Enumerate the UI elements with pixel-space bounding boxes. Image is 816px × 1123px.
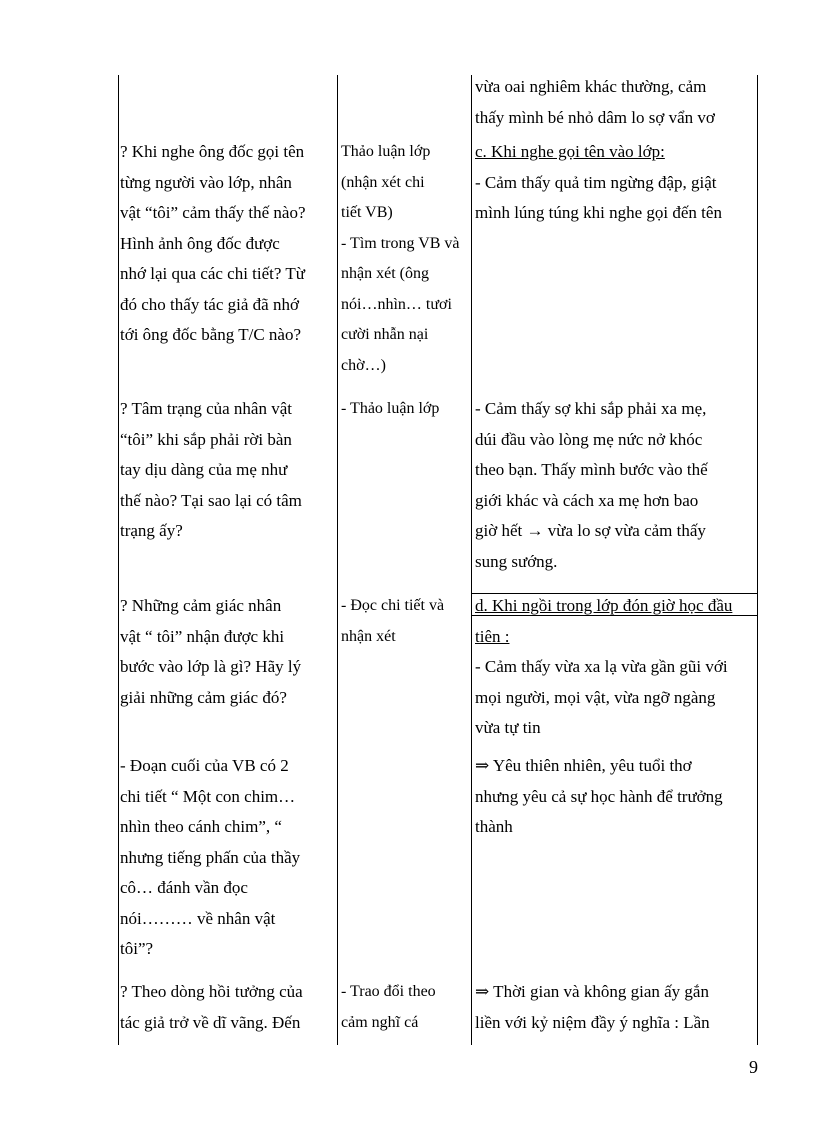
text-line: - Đoạn cuối của VB có 2 xyxy=(120,756,289,775)
text-line: cô… đánh vần đọc xyxy=(120,878,248,897)
text-line: mình lúng túng khi nghe gọi đến tên xyxy=(475,203,722,222)
text-line: nhưng yêu cả sự học hành để trưởng xyxy=(475,786,723,806)
text-line: - Thảo luận lớp xyxy=(341,400,440,417)
text-line: tôi”? xyxy=(120,939,154,958)
text-line: bước vào lớp là gì? Hãy lý xyxy=(120,657,302,676)
text-line: vừa tự tin xyxy=(475,718,541,737)
text-line: ⇒ Thời gian và không gian ấy gắn xyxy=(475,982,709,1001)
text-line: chi tiết “ Một con chim… xyxy=(120,786,296,806)
text-line: ⇒ Yêu thiên nhiên, yêu tuổi thơ xyxy=(475,756,692,775)
text-line: thành xyxy=(475,817,513,836)
row5-question xyxy=(120,977,334,1038)
text-line: - Cảm thấy quả tim ngừng đập, giật xyxy=(475,172,717,192)
text-line: ? Khi nghe ông đốc gọi tên xyxy=(120,142,305,161)
text-line: - Cảm thấy sợ khi sắp phải xa mẹ, xyxy=(475,399,707,418)
text-line: theo bạn. Thấy mình bước vào thế xyxy=(475,460,708,479)
row1-question xyxy=(120,137,334,351)
text-line: cảm nghĩ cá xyxy=(341,1013,419,1031)
table-border-col2 xyxy=(471,75,472,1045)
text-line: tiết VB) xyxy=(341,204,393,221)
row5-content xyxy=(475,977,757,1038)
text-line: - Trao đổi theo xyxy=(341,983,436,1000)
text-line: nhưng tiếng phấn của thầy xyxy=(120,847,301,867)
text-line: vừa oai nghiêm khác thường, cảm xyxy=(475,77,707,96)
section-heading-d-cont: tiên : xyxy=(475,626,510,646)
text-line: - Tìm trong VB và xyxy=(341,234,460,252)
text-line: tác giả trở về dĩ vãng. Đến xyxy=(120,1012,301,1032)
row3-question xyxy=(120,591,334,713)
text-line: vật “ tôi” nhận được khi xyxy=(120,626,285,646)
text-line: ? Tâm trạng của nhân vật xyxy=(120,399,292,418)
text-line: liền với kỷ niệm đầy ý nghĩa : Lần xyxy=(475,1012,710,1032)
row4-question xyxy=(120,751,334,965)
text-line: ? Những cảm giác nhân xyxy=(120,596,282,615)
text-line: nhớ lại qua các chi tiết? Từ xyxy=(120,264,305,283)
table-border-left xyxy=(118,75,119,1045)
row1-content xyxy=(475,137,757,229)
text-line: trạng ấy? xyxy=(120,521,183,540)
text-line: - Cảm thấy vừa xa lạ vừa gần gũi với xyxy=(475,657,728,676)
text-line: dúi đầu vào lòng mẹ nức nở khóc xyxy=(475,429,703,449)
text-line: thế nào? Tại sao lại có tâm xyxy=(120,490,302,510)
row0-content xyxy=(475,72,757,133)
text-line: tay dịu dàng của mẹ như xyxy=(120,460,288,479)
row3-content xyxy=(475,591,757,744)
table-border-col1 xyxy=(337,75,338,1045)
text-line: mọi người, mọi vật, vừa ngỡ ngàng xyxy=(475,687,716,707)
text-line: thấy mình bé nhỏ dâm lo sợ vẩn vơ xyxy=(475,107,715,127)
table-border-right xyxy=(757,75,758,1045)
text-line: chờ…) xyxy=(341,356,386,374)
text-line: giới khác và cách xa mẹ hơn bao xyxy=(475,490,699,510)
text-line: giờ hết → vừa lo sợ vừa cảm thấy xyxy=(475,521,706,540)
text-line: cười nhẫn nại xyxy=(341,326,429,343)
row2-question xyxy=(120,394,334,547)
text-line: vật “tôi” cảm thấy thế nào? xyxy=(120,203,306,222)
text-line: nhận xét (ông xyxy=(341,265,429,282)
text-line: nói…nhìn… tươi xyxy=(341,295,452,313)
text-line: giải những cảm giác đó? xyxy=(120,687,287,707)
text-line: đó cho thấy tác giả đã nhớ xyxy=(120,294,299,314)
row2-content xyxy=(475,394,757,577)
text-line: từng người vào lớp, nhân xyxy=(120,172,292,192)
section-heading-d: d. Khi ngồi trong lớp đón giờ học đầu xyxy=(475,596,733,615)
text-line: sung sướng. xyxy=(475,551,558,571)
text-line: ? Theo dòng hồi tưởng của xyxy=(120,982,303,1001)
row4-content xyxy=(475,751,757,843)
text-line: nhận xét xyxy=(341,627,396,645)
text-line: Thảo luận lớp xyxy=(341,143,431,160)
row5-activity xyxy=(341,977,470,1038)
text-line: nói……… về nhân vật xyxy=(120,908,276,928)
page-number: 9 xyxy=(749,1057,758,1077)
section-heading-c: c. Khi nghe gọi tên vào lớp: xyxy=(475,142,665,161)
text-line: “tôi” khi sắp phải rời bàn xyxy=(120,429,292,449)
row1-activity xyxy=(341,137,470,381)
text-line: tới ông đốc bằng T/C nào? xyxy=(120,325,302,344)
text-line: - Đọc chi tiết và xyxy=(341,597,445,614)
row3-activity xyxy=(341,591,470,652)
text-line: nhìn theo cánh chim”, “ xyxy=(120,817,282,836)
text-line: (nhận xét chi xyxy=(341,173,425,191)
text-line: Hình ảnh ông đốc được xyxy=(120,233,280,253)
row2-activity xyxy=(341,394,470,425)
